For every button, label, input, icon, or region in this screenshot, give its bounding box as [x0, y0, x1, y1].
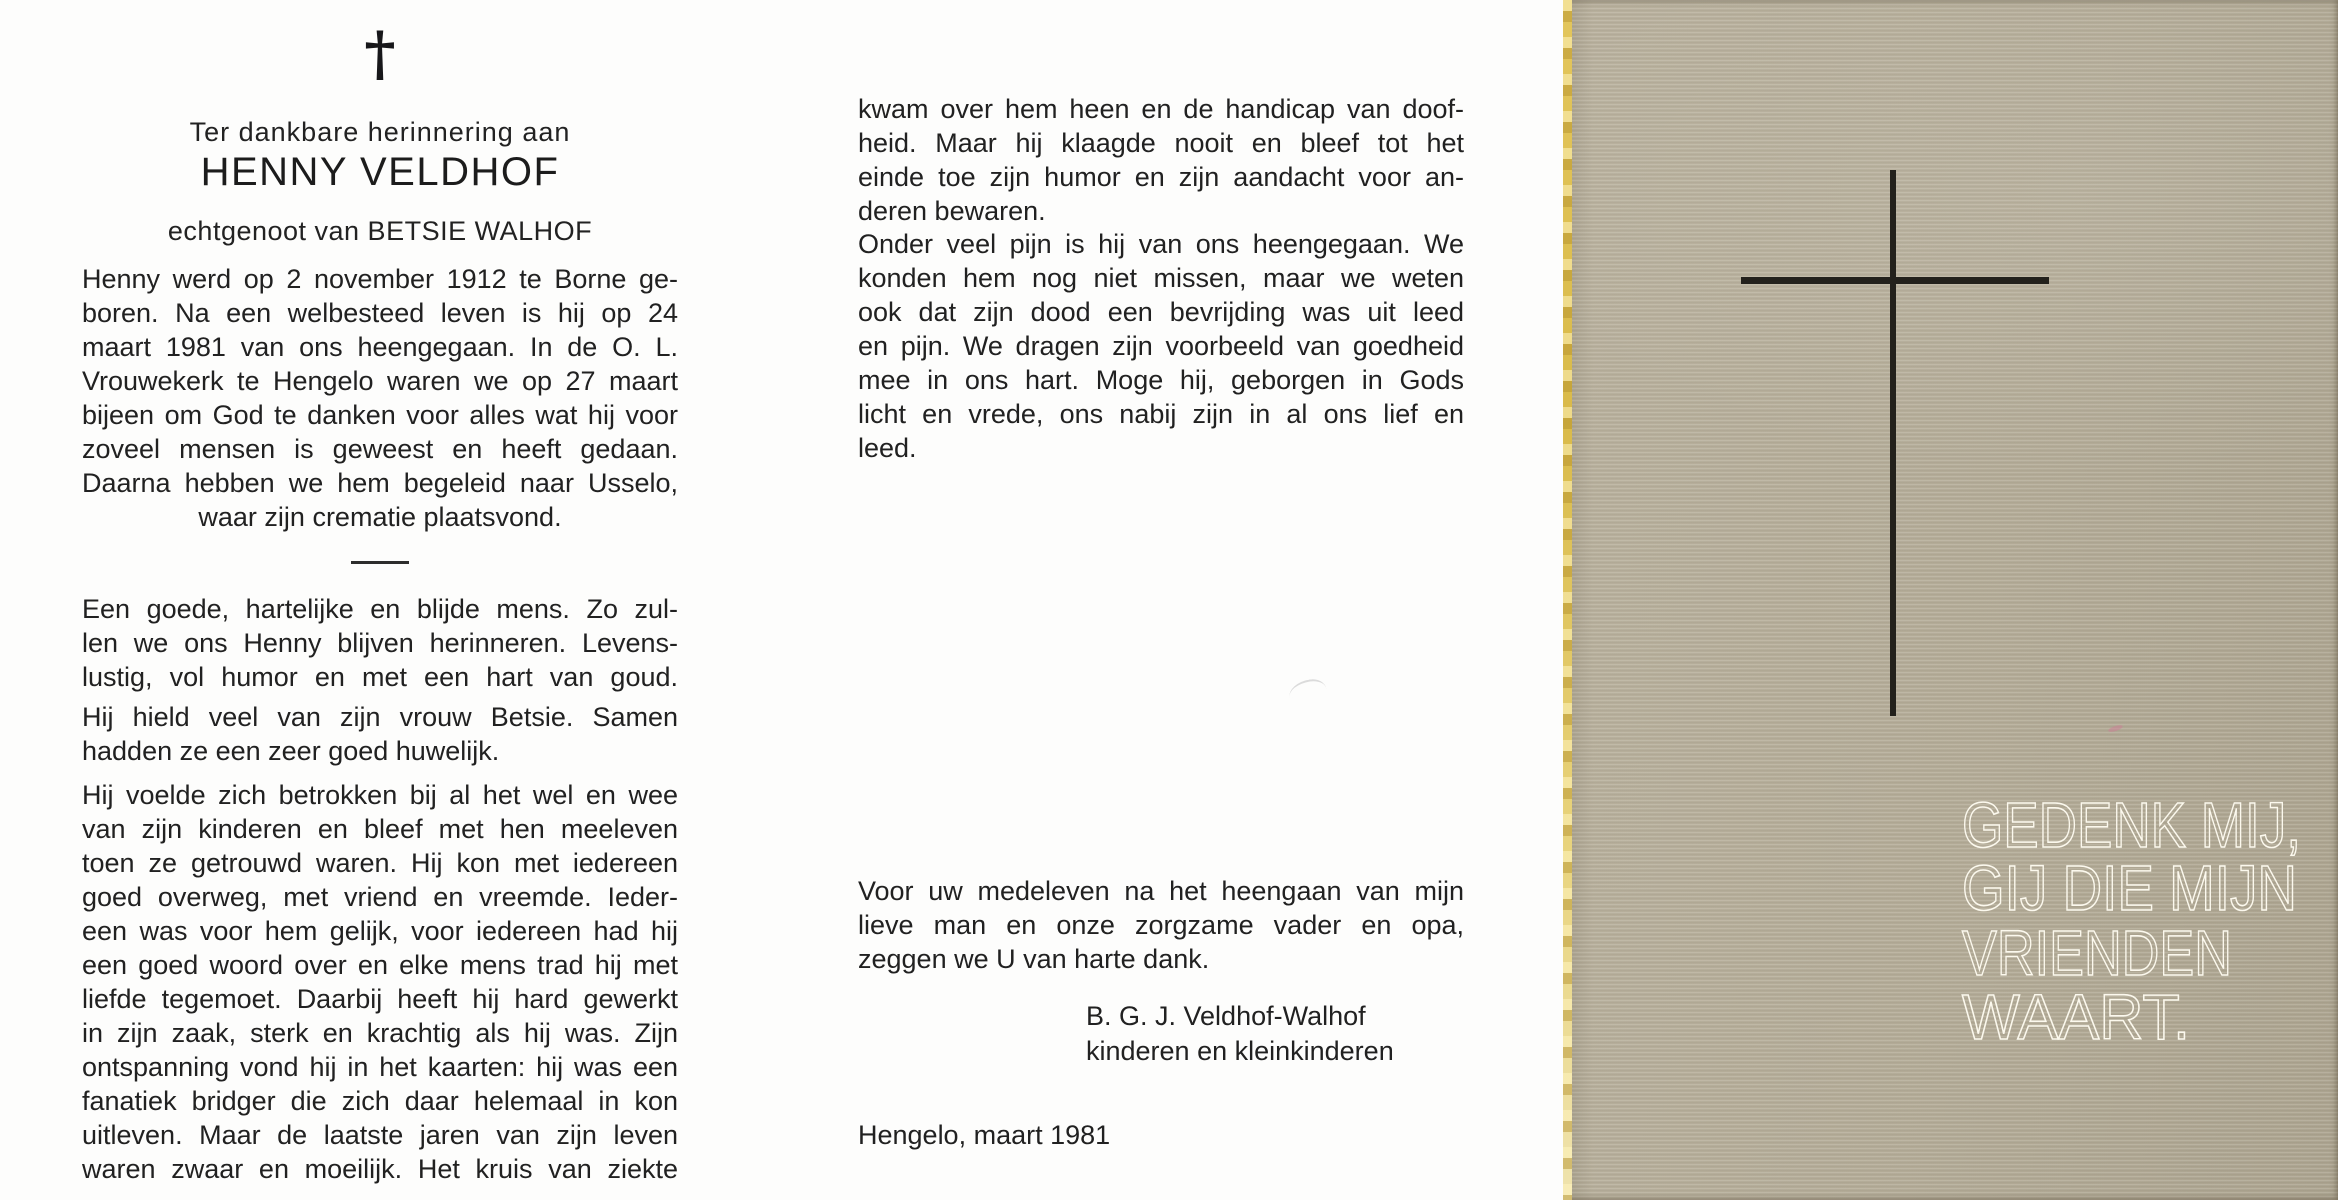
dagger-cross-icon: † [364, 19, 396, 89]
text-line: B. G. J. Veldhof-Walhof [1086, 1001, 1366, 1031]
text-line: hadden ze een zeer goed huwelijk. [82, 736, 500, 766]
text-line: maart 1981 van ons heengegaan. In de O. L. [82, 332, 678, 362]
illness-paragraph [858, 92, 1464, 228]
text-line: waar zijn crematie plaatsvond. [198, 502, 562, 532]
text-line: van zijn kinderen en bleef met hen meeleven [82, 814, 678, 844]
text-line: ontspanning vond hij in het kaarten: hij was een [82, 1052, 678, 1082]
text-line: mee in ons hart. Moge hij, geborgen in Gods [858, 365, 1464, 395]
text-line: zoveel mensen is geweest en heeft gedaan. [82, 434, 678, 464]
text-line: Henny werd op 2 november 1912 te Borne ge- [82, 264, 678, 294]
text-line: bijeen om God te danken voor alles wat hij voor [82, 400, 678, 430]
biography-paragraph [82, 262, 678, 534]
life-paragraph [82, 778, 678, 1186]
text-line: Voor uw medeleven na het heengaan van mijn [858, 876, 1464, 906]
deceased-name: HENNY VELDHOF [200, 150, 560, 194]
text-line: in zijn zaak, sterk en krachtig als hij was. Zijn [82, 1018, 678, 1048]
text-line: Vrouwekerk te Hengelo waren we op 27 maart [82, 366, 678, 396]
text-line: Een goede, hartelijke en blijde mens. Zo zul- [82, 594, 678, 624]
cross-vertical-bar [1890, 170, 1896, 716]
intro-line: Ter dankbare herinnering aan [189, 117, 571, 147]
text-line: ook dat zijn dood een bevrijding was uit leed [858, 297, 1464, 327]
text-line: heid. Maar hij klaagde nooit en bleef tot het [858, 128, 1464, 158]
text-line: konden hem nog niet missen, maar we weten [858, 263, 1464, 293]
memorial-quote-line: GIJ DIE MIJN [1962, 852, 2297, 924]
text-line: len we ons Henny blijven herinneren. Levens- [82, 628, 678, 658]
passing-paragraph [858, 227, 1464, 465]
text-line: deren bewaren. [858, 196, 1046, 226]
text-line: Hij hield veel van zijn vrouw Betsie. Samen [82, 702, 678, 732]
text-line: fanatiek bridger die zich daar helemaal in kon [82, 1086, 678, 1116]
text-line: een was voor hem gelijk, voor iedereen had hij [82, 916, 678, 946]
memorial-quote-line: GEDENK MIJ, [1962, 789, 2301, 861]
section-divider [351, 561, 409, 564]
card-front-cover [1563, 0, 2338, 1200]
text-line: Onder veel pijn is hij van ons heengegaan. We [858, 229, 1464, 259]
text-line: goed overweg, met vriend en vreemde. Ieder- [82, 882, 678, 912]
text-line: boren. Na een welbesteed leven is hij op 24 [82, 298, 678, 328]
character-paragraph [82, 592, 678, 694]
text-line: Hij voelde zich betrokken bij al het wel en wee [82, 780, 678, 810]
text-line: licht en vrede, ons nabij zijn in al ons lief en [858, 399, 1464, 429]
signature-block [1086, 999, 1464, 1069]
text-line: zeggen we U van harte dank. [858, 944, 1210, 974]
text-line: Daarna hebben we hem begeleid naar Usselo, [82, 468, 678, 498]
text-line: lustig, vol humor en met een hart van goud. [82, 662, 678, 692]
gilded-edge [1563, 0, 1572, 1200]
memorial-quote-line: WAART. [1962, 981, 2190, 1053]
text-line: leed. [858, 433, 917, 463]
dateline: Hengelo, maart 1981 [858, 1120, 1111, 1150]
marriage-paragraph [82, 700, 678, 768]
text-line: kinderen en kleinkinderen [1086, 1036, 1394, 1066]
cross-horizontal-bar [1741, 277, 2049, 284]
memorial-quote-line: VRIENDEN [1962, 917, 2232, 989]
scan-artifact [2108, 724, 2124, 733]
middle-page [858, 0, 1464, 1200]
text-line: liefde tegemoet. Daarbij heeft hij hard gewerkt [82, 984, 678, 1014]
text-line: kwam over hem heen en de handicap van doof- [858, 94, 1464, 124]
spouse-line: echtgenoot van BETSIE WALHOF [167, 216, 593, 246]
thanks-paragraph [858, 874, 1464, 976]
text-line: uitleven. Maar de laatste jaren van zijn leven [82, 1120, 678, 1150]
left-page [82, 0, 678, 1200]
text-line: lieve man en onze zorgzame vader en opa, [858, 910, 1464, 940]
text-line: einde toe zijn humor en zijn aandacht voor an- [858, 162, 1464, 192]
text-line: toen ze getrouwd waren. Hij kon met iedereen [82, 848, 678, 878]
text-line: een goed woord over en elke mens trad hij met [82, 950, 678, 980]
text-line: en pijn. We dragen zijn voorbeeld van goedheid [858, 331, 1464, 361]
memorial-quote [1958, 780, 2338, 1080]
text-line: waren zwaar en moeilijk. Het kruis van ziekte [82, 1154, 678, 1184]
